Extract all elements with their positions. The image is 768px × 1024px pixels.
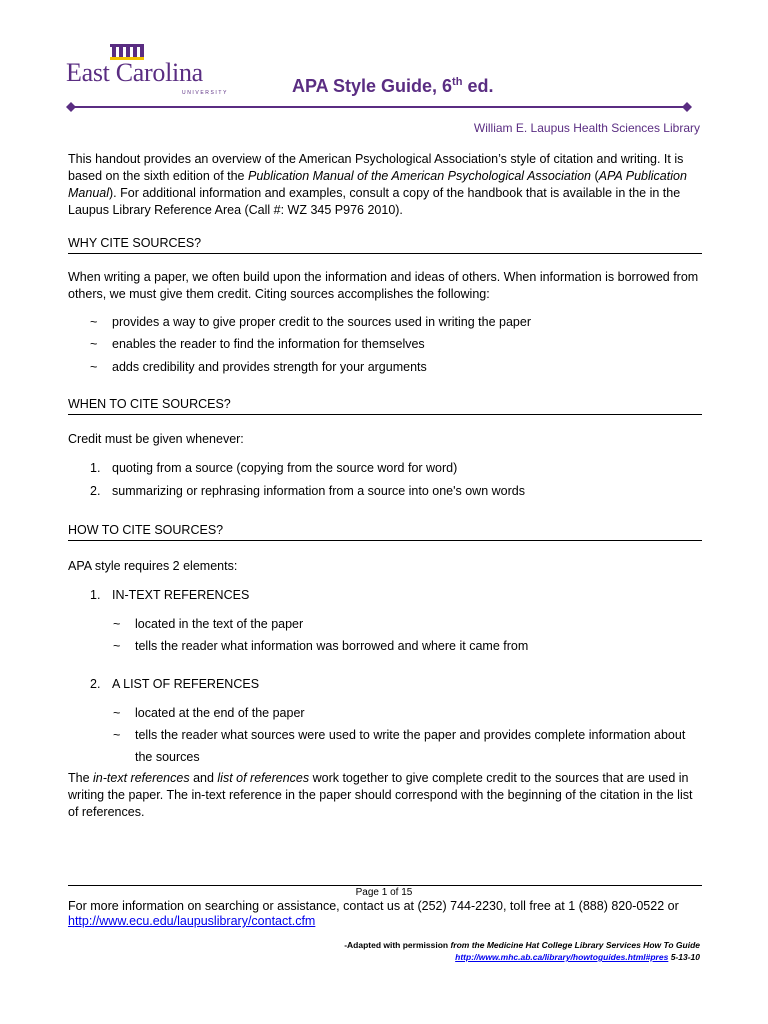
list-item: ~ located in the text of the paper	[113, 617, 304, 631]
adaptation-credit: -Adapted with permission from the Medicine Hat College Library Services How To Guide http://www.mhc.ab.ca/library/howtoguides.html#pres 5-13-10	[344, 940, 700, 962]
page-number: Page 1 of 15	[355, 887, 413, 898]
list-item: ~ adds credibility and provides strength for your arguments	[90, 360, 427, 374]
heading-why-cite: WHY CITE SOURCES?	[68, 236, 702, 254]
ecu-logo	[66, 42, 236, 98]
credit-link[interactable]: http://www.mhc.ab.ca/library/howtoguides.html#pres	[455, 952, 669, 962]
intro-paragraph: This handout provides an overview of the American Psychological Association’s style of citation and writing. It is based on the sixth edition of the Publication Manual of the American Psychological Association (APA Publication Manual). For additional information and examples, consult a copy of the handbook that is available in the in the Laupus Library Reference Area (Call #: WZ 345 P976 2010).	[68, 152, 687, 217]
list-item: 1. quoting from a source (copying from the source word for word)	[90, 461, 458, 475]
heading-when-cite: WHEN TO CITE SOURCES?	[68, 397, 702, 415]
heading-how-cite: HOW TO CITE SOURCES?	[68, 523, 702, 541]
when-paragraph: Credit must be given whenever:	[68, 432, 244, 446]
contact-link[interactable]: http://www.ecu.edu/laupuslibrary/contact.cfm	[68, 914, 316, 928]
list-item: ~ provides a way to give proper credit to the sources used in writing the paper	[90, 315, 531, 329]
footer-divider	[68, 885, 702, 886]
logo-wordmark: East Carolina	[66, 58, 203, 87]
library-name: William E. Laupus Health Sciences Library	[473, 121, 700, 135]
list-item: 2. summarizing or rephrasing information from a source into one's own words	[90, 484, 525, 498]
list-item: ~ located at the end of the paper	[113, 706, 305, 720]
logo-subtext: UNIVERSITY	[182, 90, 229, 96]
page-title: APA Style Guide, 6th ed.	[292, 76, 494, 96]
list-item: ~ tells the reader what information was borrowed and where it came from	[113, 639, 529, 653]
how-paragraph: APA style requires 2 elements:	[68, 559, 238, 573]
footer-contact: For more information on searching or assistance, contact us at (252) 744-2230, toll free at 1 (888) 820-0522 or http://www.ecu.edu/laupuslibrary/contact.cfm	[68, 899, 679, 928]
why-paragraph: When writing a paper, we often build upon the information and ideas of others. When information is borrowed from others, we must give them credit. Citing sources accomplishes the following:	[68, 270, 699, 301]
element-in-text-references: 1. IN-TEXT REFERENCES	[90, 588, 250, 602]
list-item: ~ enables the reader to find the information for themselves	[90, 337, 425, 351]
closing-paragraph: The in-text references and list of references work together to give complete credit to the sources that are used in writing the paper. The in-text reference in the paper should correspond with the beginning of the citation in the list of references.	[68, 771, 693, 819]
list-item: ~ tells the reader what sources were used to write the paper and provides complete information about the sources	[113, 728, 686, 764]
element-list-of-references: 2. A LIST OF REFERENCES	[90, 677, 260, 691]
header-divider	[66, 101, 692, 113]
